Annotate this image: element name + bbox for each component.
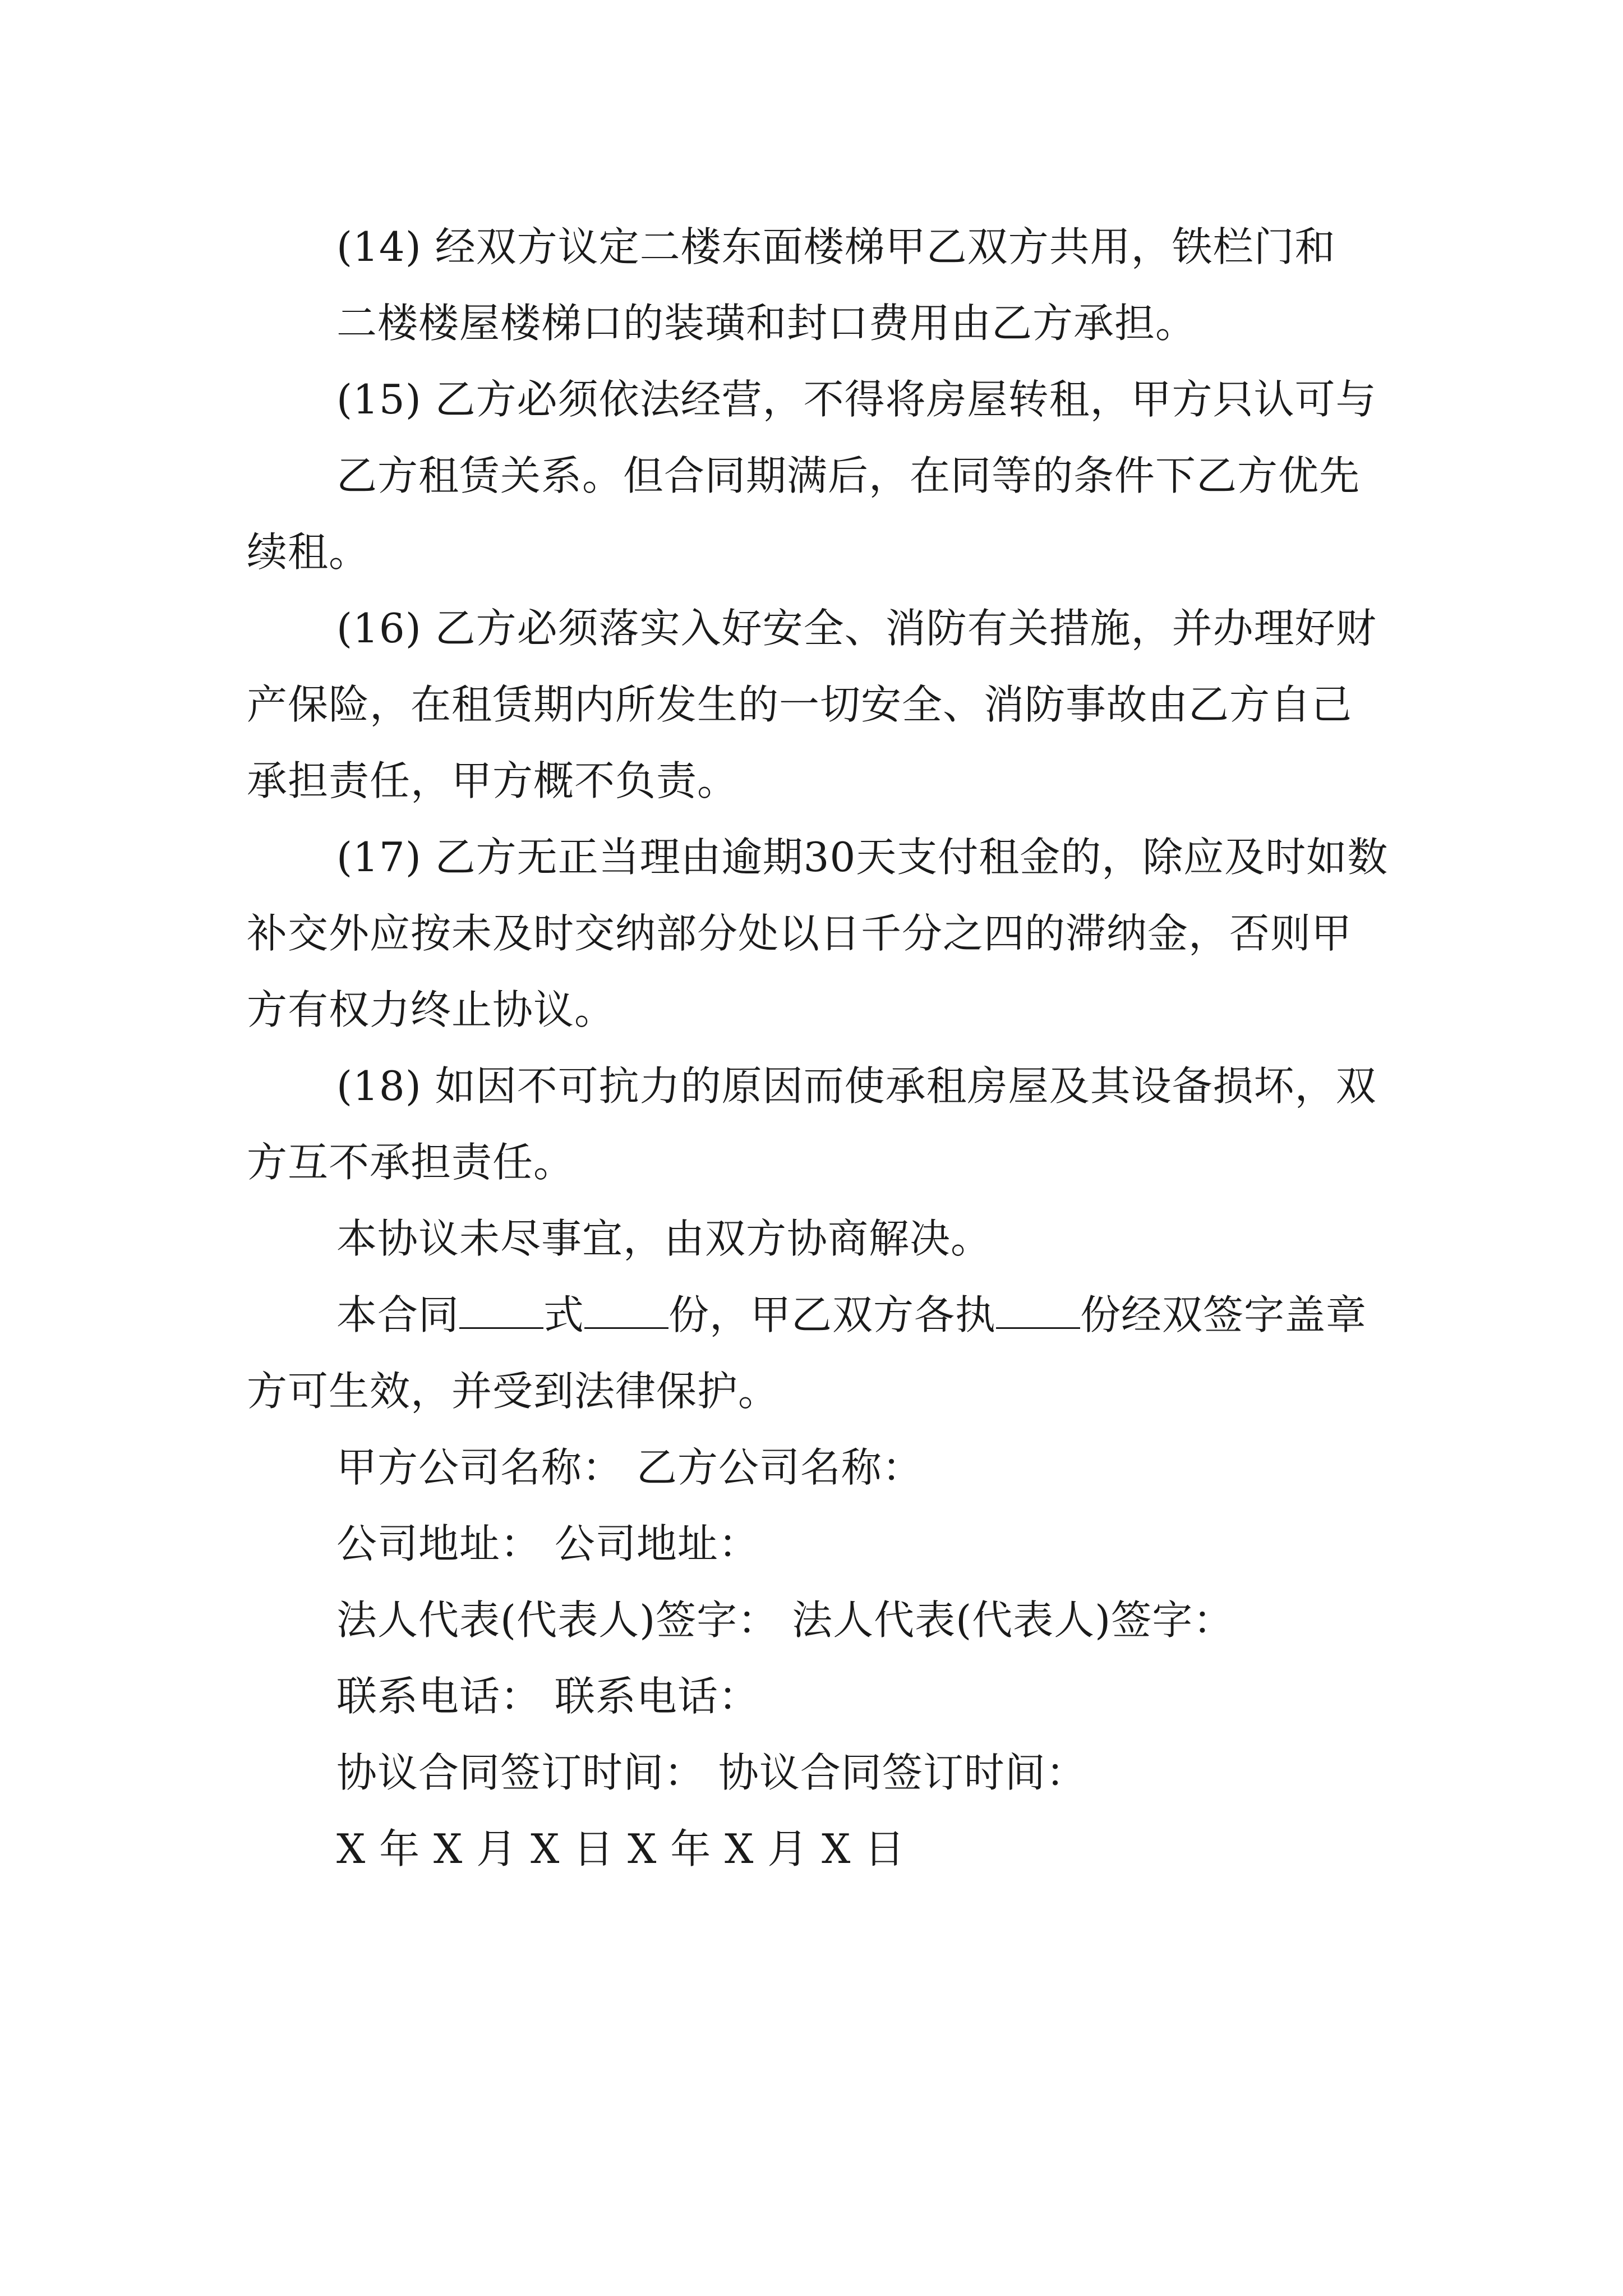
copies-blank-1[interactable]: [459, 1294, 543, 1329]
copies-blank-3[interactable]: [996, 1294, 1080, 1329]
unresolved-matters-clause: 本协议未尽事宜，由双方协商解决。: [336, 1215, 992, 1262]
signature-company-addresses: 公司地址： 公司地址：: [336, 1520, 759, 1567]
copies-blank-2[interactable]: [584, 1294, 668, 1329]
signature-legal-representatives: 法人代表(代表人)签字： 法人代表(代表人)签字：: [336, 1596, 1234, 1644]
copies-clause-part2: 式: [543, 1291, 585, 1338]
clause-15-continued: 乙方租赁关系。但合同期满后，在同等的条件下乙方优先续租。: [247, 452, 1361, 576]
clause-14-continued: 二楼楼屋楼梯口的装璜和封口费用由乙方承担。: [336, 300, 1197, 347]
copies-clause-part3: 份，甲乙双方各执: [668, 1291, 997, 1338]
clause-16: (16) 乙方必须落实入好安全、消防有关措施，并办理好财产保险，在租赁期内所发生的一切安全、消防事故由乙方自己承担责任，甲方概不负责。: [247, 605, 1377, 804]
clause-17: (17) 乙方无正当理由逾期30天支付租金的，除应及时如数补交外应按未及时交纳部分处以日千分之四的滞纳金，否则甲方有权力终止协议。: [247, 834, 1389, 1033]
contract-body: [247, 209, 1391, 1887]
copies-clause-part1: 本合同: [336, 1291, 460, 1338]
signature-phone-numbers: 联系电话： 联系电话：: [336, 1673, 759, 1720]
copies-clause: [247, 1277, 1391, 1429]
clause-15: (15) 乙方必须依法经营，不得将房屋转租，甲方只认可与: [336, 376, 1377, 423]
signature-signing-time: 协议合同签订时间： 协议合同签订时间：: [336, 1749, 1087, 1796]
signature-company-names: 甲方公司名称： 乙方公司名称：: [336, 1444, 923, 1491]
signature-dates: X 年 X 月 X 日 X 年 X 月 X 日: [336, 1825, 906, 1872]
clause-18: (18) 如因不可抗力的原因而使承租房屋及其设备损坏，双方互不承担责任。: [247, 1062, 1377, 1186]
copies-clause-part4: 份经双签字盖章方可生效，并受到法律保护。: [247, 1291, 1367, 1415]
clause-14: (14) 经双方议定二楼东面楼梯甲乙双方共用，铁栏门和: [336, 223, 1336, 270]
